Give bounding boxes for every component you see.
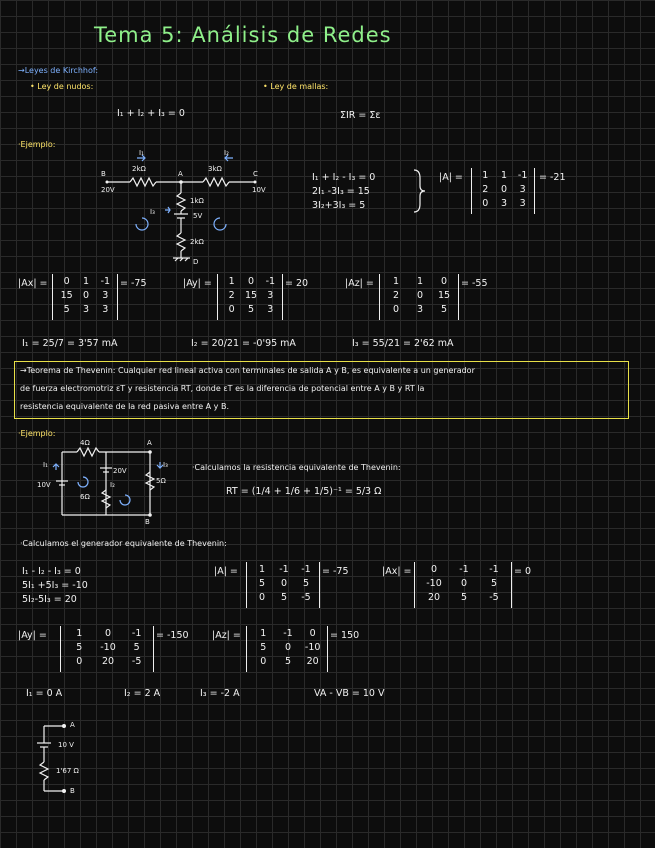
ley-mallas-label: • Ley de mallas:	[263, 82, 329, 91]
ax2-cell-r1c2: -1	[459, 564, 469, 575]
circuit1-current-i3: I₃	[150, 208, 155, 216]
det1-cell-r1c3: -1	[517, 170, 528, 181]
ejemplo-2-label: ·Ejemplo:	[18, 429, 56, 438]
thevenin-line-3: resistencia equivalente de la red pasiva entre A y B.	[20, 402, 229, 411]
az1-value: = -55	[461, 278, 488, 289]
circuit1-node-d: D	[193, 258, 199, 266]
ax1-cell-r2c1: 15	[60, 290, 73, 301]
ay1-cell-r3c2: 5	[247, 304, 255, 315]
det2-cell-r3c1: 0	[258, 592, 266, 603]
circuit1-voltage-mid: 5V	[193, 212, 203, 220]
circuit1-resistor-bottom-label: 2kΩ	[190, 238, 204, 246]
ax1-cell-r2c2: 0	[82, 290, 90, 301]
thevenin-resistance-equation: RT = (1/4 + 1/6 + 1/5)⁻¹ = 5/3 Ω	[226, 486, 382, 497]
ay1-cell-r2c1: 2	[228, 290, 235, 301]
det2-cell-r2c3: 5	[302, 578, 310, 589]
ax1-cell-r2c3: 3	[102, 290, 109, 301]
system1-eq-2: 2I₁ -3I₃ = 15	[312, 186, 370, 197]
note-thevenin-generator: ·Calculamos el generador equivalente de Thevenin:	[20, 539, 227, 548]
ay1-cell-r3c3: 3	[267, 304, 274, 315]
det2-cell-r1c1: 1	[258, 564, 266, 575]
az2-cell-r2c1: 5	[260, 642, 267, 653]
page-title: Tema 5: Análisis de Redes	[94, 23, 392, 47]
det1-cell-r3c1: 0	[482, 198, 489, 209]
ax2-cell-r2c3: 5	[490, 578, 498, 589]
det2-label: |A| =	[214, 566, 238, 577]
system1-eq-1: I₁ + I₂ - I₃ = 0	[312, 172, 376, 183]
ay2-cell-r2c3: 5	[133, 642, 140, 653]
circuit1-node-b: B	[101, 170, 106, 178]
ax2-cell-r1c1: 0	[430, 564, 438, 575]
circuit2-current-i2: I₂	[110, 481, 115, 489]
az2-value: = 150	[330, 630, 360, 641]
system1-eq-3: 3I₂+3I₃ = 5	[312, 200, 366, 211]
circuit2-resistor-mid-label: 6Ω	[80, 493, 90, 501]
az2-cell-r2c2: 0	[284, 642, 291, 653]
det2-value: = -75	[322, 566, 349, 577]
det1-matrix	[471, 168, 535, 214]
ax1-cell-r1c2: 1	[82, 276, 90, 287]
det1-cell-r2c2: 0	[500, 184, 507, 195]
system2-eq-1: I₁ - I₂ - I₃ = 0	[22, 566, 81, 577]
az2-cell-r3c3: 20	[306, 656, 319, 667]
equivalent-node-b: B	[70, 787, 75, 795]
ax2-cell-r1c3: -1	[489, 564, 499, 575]
note-thevenin-resistance: ·Calculamos la resistencia equivalente de Thevenin:	[192, 463, 401, 472]
circuit2-node-a: A	[147, 439, 152, 447]
az1-cell-r3c1: 0	[392, 304, 400, 315]
ay2-cell-r1c2: 0	[104, 628, 111, 639]
ax1-cell-r3c3: 3	[102, 304, 109, 315]
ax2-cell-r2c2: 0	[460, 578, 468, 589]
ax2-cell-r3c2: 5	[460, 592, 468, 603]
det1-cell-r1c1: 1	[482, 170, 489, 181]
ax1-label: |Ax| =	[18, 278, 48, 289]
az2-cell-r1c3: 0	[309, 628, 316, 639]
ax2-matrix	[414, 562, 512, 608]
result2-i3: I₃ = -2 A	[200, 688, 240, 699]
ay1-cell-r1c1: 1	[228, 276, 235, 287]
ay1-cell-r2c3: 3	[267, 290, 274, 301]
equivalent-node-a: A	[70, 721, 75, 729]
az2-matrix	[246, 626, 328, 672]
az1-cell-r3c2: 3	[416, 304, 424, 315]
circuit2-current-i1: I₁	[43, 461, 48, 469]
az1-cell-r1c1: 1	[392, 276, 400, 287]
result2-i1: I₁ = 0 A	[26, 688, 63, 699]
system2-eq-2: 5I₁ +5I₃ = -10	[22, 580, 88, 591]
ax1-value: = -75	[120, 278, 147, 289]
ay1-value: = 20	[285, 278, 309, 289]
circuit2-node-b: B	[145, 518, 150, 526]
az1-cell-r2c1: 2	[392, 290, 400, 301]
az2-cell-r3c2: 5	[284, 656, 291, 667]
circuit1-voltage-left: 20V	[101, 186, 115, 194]
circuit1-current-i1: I₁	[139, 149, 144, 157]
az2-cell-r3c1: 0	[260, 656, 267, 667]
ay2-cell-r3c2: 20	[101, 656, 115, 667]
ay2-value: = -150	[156, 630, 189, 641]
result1-i1: I₁ = 25/7 = 3'57 mA	[22, 338, 118, 349]
circuit1-node-c: C	[253, 170, 258, 178]
det1-cell-r3c2: 3	[500, 198, 507, 209]
ay2-cell-r2c1: 5	[76, 642, 83, 653]
det2-matrix	[246, 562, 320, 608]
result1-i3: I₃ = 55/21 = 2'62 mA	[352, 338, 454, 349]
circuit2-resistor-right-label: 5Ω	[156, 477, 166, 485]
circuit1-resistor-right-label: 3kΩ	[208, 165, 222, 173]
ley-nudos-equation: I₁ + I₂ + I₃ = 0	[117, 108, 185, 119]
ay2-label: |Ay| =	[18, 630, 47, 641]
az2-label: |Az| =	[212, 630, 241, 641]
thevenin-line-1: →Teorema de Thevenin: Cualquier red lineal activa con terminales de salida A y B, es equivalente a un generador	[20, 366, 475, 375]
ay1-cell-r1c2: 0	[247, 276, 255, 287]
result1-i2: I₂ = 20/21 = -0'95 mA	[191, 338, 296, 349]
ax2-value: = 0	[514, 566, 532, 577]
ejemplo-1-label: ·Ejemplo:	[18, 140, 56, 149]
ley-nudos-label: • Ley de nudos:	[30, 82, 94, 91]
system2-eq-3: 5I₂-5I₃ = 20	[22, 594, 77, 605]
circuit1-resistor-left-label: 2kΩ	[132, 165, 146, 173]
det2-cell-r3c3: -5	[301, 592, 311, 603]
ay1-matrix	[217, 274, 283, 320]
det2-cell-r1c2: -1	[279, 564, 289, 575]
det1-cell-r2c3: 3	[519, 184, 526, 195]
ax2-cell-r2c1: -10	[426, 578, 442, 589]
az2-cell-r1c2: -1	[283, 628, 293, 639]
circuit1-resistor-mid-label: 1kΩ	[190, 197, 204, 205]
circuit1-current-i2: I₂	[224, 149, 229, 157]
az1-matrix	[379, 274, 459, 320]
az1-cell-r1c2: 1	[416, 276, 424, 287]
az1-cell-r1c3: 0	[440, 276, 448, 287]
equivalent-voltage: 10 V	[58, 741, 74, 749]
det1-label: |A| =	[439, 172, 463, 183]
thevenin-line-2: de fuerza electromotriz εT y resistencia RT, donde εT es la diferencia de potencial entre A y B y RT la	[20, 384, 425, 393]
az1-label: |Az| =	[345, 278, 374, 289]
az1-cell-r2c2: 0	[416, 290, 424, 301]
circuit1-node-a: A	[178, 170, 183, 178]
ax1-matrix	[52, 274, 118, 320]
equivalent-resistance: 1'67 Ω	[56, 767, 79, 775]
circuit2-current-i3: I₃	[163, 461, 168, 469]
ax1-cell-r1c3: -1	[100, 276, 111, 287]
ay2-cell-r3c3: -5	[131, 656, 142, 667]
det2-cell-r2c2: 0	[280, 578, 288, 589]
az2-cell-r1c1: 1	[260, 628, 267, 639]
ay2-cell-r1c3: -1	[131, 628, 142, 639]
ay2-cell-r2c2: -10	[100, 642, 116, 653]
circuit2-voltage-mid: 20V	[113, 467, 127, 475]
circuit1-voltage-right: 10V	[252, 186, 266, 194]
result2-vab: VA - VB = 10 V	[314, 688, 385, 699]
det1-value: = -21	[539, 172, 566, 183]
ax2-cell-r3c1: 20	[427, 592, 441, 603]
az1-cell-r2c3: 15	[437, 290, 451, 301]
det1-cell-r3c3: 3	[519, 198, 526, 209]
circuit2-resistor-top-label: 4Ω	[80, 439, 90, 447]
ay2-cell-r3c1: 0	[76, 656, 83, 667]
ay1-cell-r3c1: 0	[228, 304, 235, 315]
ax1-cell-r3c2: 3	[82, 304, 90, 315]
ay2-matrix	[60, 626, 154, 672]
ay1-cell-r2c2: 15	[244, 290, 258, 301]
circuit2-voltage-left: 10V	[37, 481, 51, 489]
ley-mallas-equation: ΣIR = Σε	[340, 110, 381, 121]
ay2-cell-r1c1: 1	[76, 628, 83, 639]
ay1-cell-r1c3: -1	[265, 276, 276, 287]
ax2-label: |Ax| =	[382, 566, 412, 577]
ax1-cell-r1c1: 0	[63, 276, 70, 287]
det1-cell-r1c2: 1	[500, 170, 507, 181]
det2-cell-r2c1: 5	[258, 578, 266, 589]
det2-cell-r1c3: -1	[301, 564, 311, 575]
ay1-label: |Ay| =	[183, 278, 212, 289]
az1-cell-r3c3: 5	[440, 304, 448, 315]
az2-cell-r2c3: -10	[304, 642, 321, 653]
ax1-cell-r3c1: 5	[63, 304, 70, 315]
ax2-cell-r3c3: -5	[489, 592, 499, 603]
det2-cell-r3c2: 5	[280, 592, 288, 603]
kirchhoff-heading: →Leyes de Kirchhof:	[18, 66, 99, 75]
result2-i2: I₂ = 2 A	[124, 688, 161, 699]
det1-cell-r2c1: 2	[482, 184, 489, 195]
